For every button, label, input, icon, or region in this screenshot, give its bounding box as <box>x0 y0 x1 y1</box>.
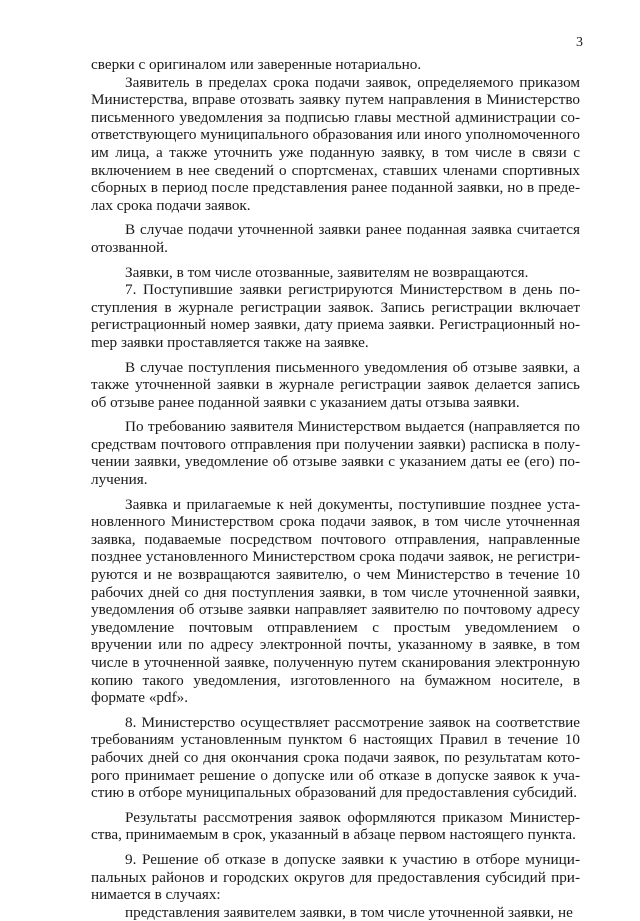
paragraph-10: Результаты рассмотрения заявок оформляются приказом Министерства, принимаемым в срок, указанный в абзаце первом настоящего пункта. <box>91 808 580 844</box>
page-number: 3 <box>576 35 583 50</box>
paragraph-6: В случае поступления письменного уведомления об отзыве заявки, а также уточненной заявки в журнале регистрации заявок делается запись об отзыве ранее поданной заявки с указанием даты отзыва заявки. <box>91 358 580 411</box>
paragraph-5: 7. Поступившие заявки регистрируются Министерством в день поступления в журнале регистрации заявок. Запись регистрации включает регистрационный номер заявки, дату приема заявки. Регистрационный ноmер заявки проставляется также на заявке. <box>91 281 580 351</box>
paragraph-11: 9. Решение об отказе в допуске заявки к участию в отборе муниципальных районов и городских округов для предоставления субсидий принимается в случаях: <box>91 850 580 904</box>
paragraph-1: сверки с оригиналом или заверенные нотариально. <box>91 56 422 73</box>
paragraph-7: По требованию заявителя Министерством выдается (направляется по средствам почтового отправления при получении заявки) расписка в получении заявки, уведомление об отзыве заявки с указанием даты ее (его) получения. <box>91 418 580 489</box>
paragraph-8: Заявка и прилагаемые к ней документы, поступившие позднее установленного Министерством срока подачи заявок, в том числе уточненная заявка, подаваемые посредством почтового отправления, направленные позднее установленного Министерством срока подачи заявок, не регистрируются и не возвращаются заявителю, о чем Министерство в течение 10 рабочих дней со дня поступления заявки, в том числе уточненной заявки, уведомления об отзыве заявки направляет заявителю по почтовому адресу уведомление почтовым отправлением с простым уведомлением о вручении или по адресу электронной почты, указанному в заявке, в том числе в уточненной заявке, полученную путем сканирования электронную копию такого уведомления, изготовленного на бумажном носителе, в формате «pdf». <box>91 495 580 707</box>
paragraph-2: Заявитель в пределах срока подачи заявок, определяемого приказом Министерства, вправе отозвать заявку путем направления в Министерство письменного уведомления за подписью главы местной администрации соответствующего муниципального образования или иного уполномоченного им лица, а также уточнить уже поданную заявку, в том числе в связи с включением в нее сведений о спортсменах, ставших членами спортивных сборных в период после представления ранее поданной заявки, но в пределах срока подачи заявок. <box>91 73 580 214</box>
paragraph-12: представления заявителем заявки, в том числе уточненной заявки, не <box>125 903 573 921</box>
document-body <box>91 56 580 921</box>
paragraph-3: В случае подачи уточненной заявки ранее поданная заявка считается отозванной. <box>91 221 580 256</box>
paragraph-4: Заявки, в том числе отозванные, заявителям не возвращаются. <box>125 263 529 281</box>
paragraph-9: 8. Министерство осуществляет рассмотрение заявок на соответствие требованиям установленным пунктом 6 настоящих Правил в течение 10 рабочих дней со дня окончания срока подачи заявок, по результатам которого принимает решение о допуске или об отказе в допуске заявок к участию в отборе муниципальных образований для предоставления субсидий. <box>91 713 580 802</box>
